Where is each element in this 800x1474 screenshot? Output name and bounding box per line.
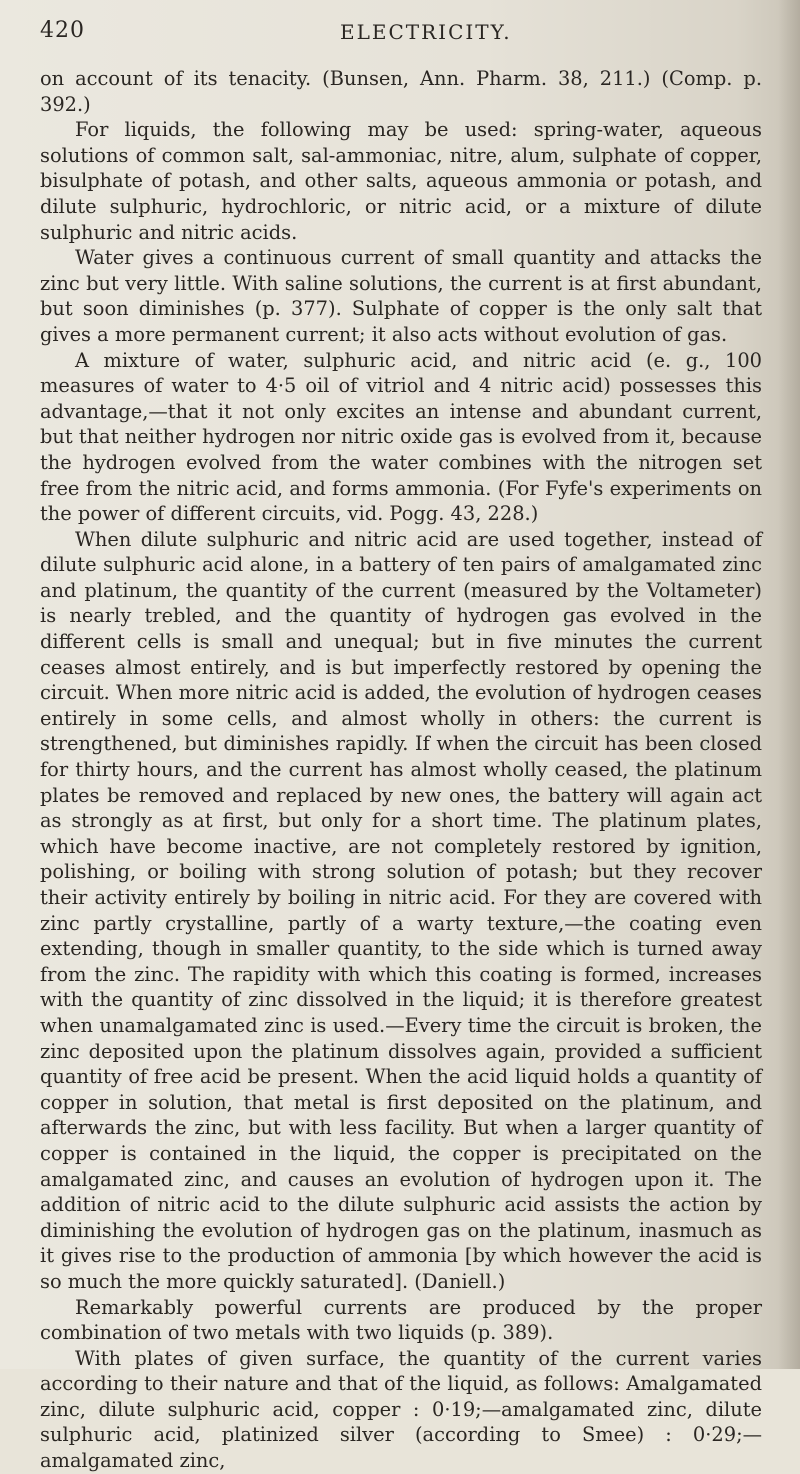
page-number: 420 (40, 18, 85, 43)
paragraph-continuation: on account of its tenacity. (Bunsen, Ann. Pharm. 38, 211.) (Comp. p. 392.) (40, 67, 762, 116)
paragraph-powerful-currents: Remarkably powerful currents are produced by the proper combination of two metals with two liquids (p. 389). (40, 1295, 762, 1345)
running-head (40, 18, 760, 52)
page-edge-shadow (778, 0, 800, 1369)
paragraph-plates: With plates of given surface, the quantity of the current varies according to their nature and that of the liquid, as follows: Amalgamated zinc, dilute sulphuric acid, copper : 0·19;—amalgamated zinc, dilute sulphuric acid, platinized silver (according to Smee) : 0·29;—amalgamated zinc, (40, 1346, 762, 1473)
running-title: ELECTRICITY. (340, 20, 512, 44)
paragraph-liquids: For liquids, the following may be used: spring-water, aqueous solutions of common salt, sal-ammoniac, nitre, alum, sulphate of copper, bisulphate of potash, and other salts, aqueous ammonia or potash, and dilute sulphuric, hydrochloric, or nitric acid, or a mixture of dilute sulphuric and nitric acids. (40, 118, 762, 244)
body-text (40, 66, 762, 1474)
paragraph-acid-mixture: A mixture of water, sulphuric acid, and nitric acid (e. g., 100 measures of water to 4·5 oil of vitriol and 4 nitric acid) possesses this advantage,—that it not only excites an intense and abundant current, but that neither hydrogen nor nitric oxide gas is evolved from it, because the hydrogen evolved from the water combines with the nitrogen set free from the nitric acid, and forms ammonia. (For Fyfe's experiments on the power of different circuits, vid. Pogg. 43, 228.) (40, 348, 762, 526)
paragraph-water: Water gives a continuous current of small quantity and attacks the zinc but very little. With saline solutions, the current is at first abundant, but soon diminishes (p. 377). Sulphate of copper is the only salt that gives a more permanent current; it also acts without evolution of gas. (40, 246, 762, 346)
paragraph-dilute-acids: When dilute sulphuric and nitric acid are used together, instead of dilute sulphuric acid alone, in a battery of ten pairs of amalgamated zinc and platinum, the quantity of the current (measured by the Voltameter) is nearly trebled, and the quantity of hydrogen gas evolved in the different cells is small and unequal; but in five minutes the current ceases almost entirely, and is but imperfectly restored by opening the circuit. When more nitric acid is added, the evolution of hydrogen ceases entirely in some cells, and almost wholly in others: the current is strengthened, but diminishes rapidly. If when the circuit has been closed for thirty hours, and the current has almost wholly ceased, the platinum plates be removed and replaced by new ones, the battery will again act as strongly as at first, but only for a short time. The platinum plates, which have become inactive, are not completely restored by ignition, polishing, or boiling with strong solution of potash; but they recover their activity entirely by boiling in nitric acid. For they are covered with zinc partly crystalline, partly of a warty texture,—the coating even extending, though in smaller quantity, to the side which is turned away from the zinc. The rapidity with which this coating is formed, increases with the quantity of zinc dissolved in the liquid; it is therefore greatest when unamalgamated zinc is used.—Every time the circuit is broken, the zinc deposited upon the platinum dissolves again, provided a sufficient quantity of free acid be present. When the acid liquid holds a quantity of copper in solution, that metal is first deposited on the platinum, and afterwards the zinc, but with less facility. But when a larger quantity of copper is contained in the liquid, the copper is precipitated on the amalgamated zinc, and causes an evolution of hydrogen upon it. The addition of nitric acid to the dilute sulphuric acid assists the action by diminishing the evolution of hydrogen gas on the platinum, inasmuch as it gives rise to the production of ammonia [by which however the acid is so much the more quickly saturated]. (Daniell.) (40, 527, 762, 1293)
